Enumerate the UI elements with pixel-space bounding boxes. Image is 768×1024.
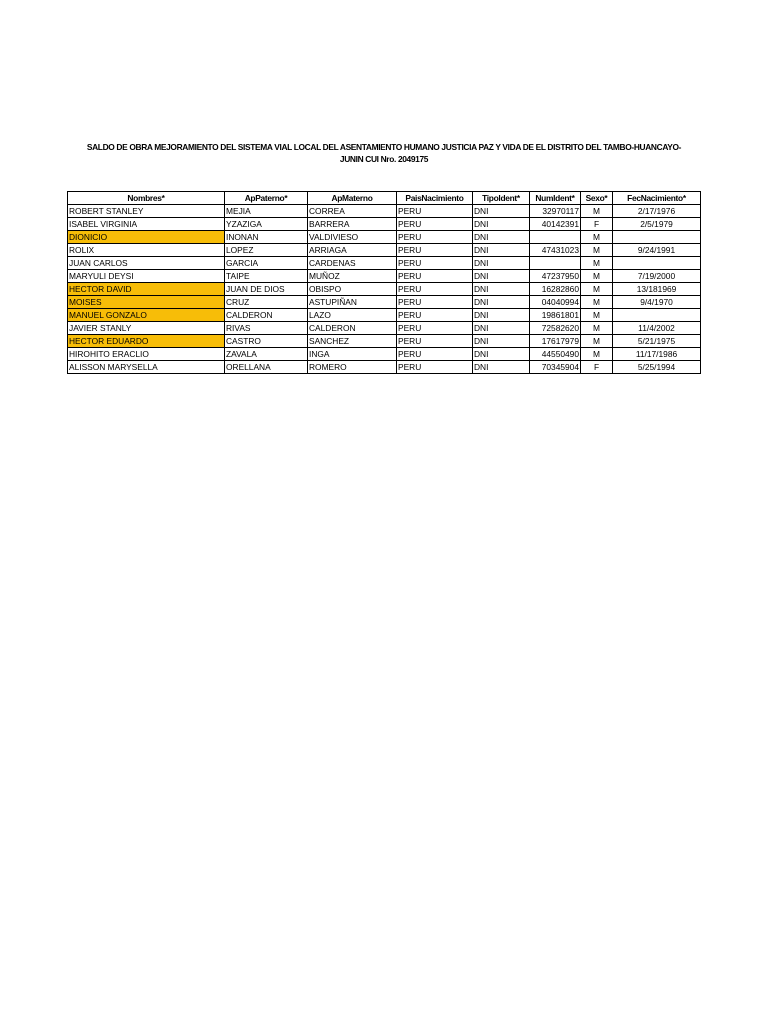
cell-nombres: ISABEL VIRGINIA bbox=[68, 218, 225, 231]
title-line-2: JUNIN CUI Nro. 2049175 bbox=[339, 154, 429, 164]
table-row bbox=[68, 205, 701, 218]
cell-num-ident: 47431023 bbox=[530, 244, 581, 257]
cell-ap-materno: ARRIAGA bbox=[308, 244, 397, 257]
header-pais-nacimiento: PaisNacimiento bbox=[397, 192, 473, 205]
cell-ap-materno: CARDENAS bbox=[308, 257, 397, 270]
cell-sexo: M bbox=[581, 283, 613, 296]
cell-nombres: JUAN CARLOS bbox=[68, 257, 225, 270]
table-row bbox=[68, 309, 701, 322]
cell-nombres: MOISES bbox=[68, 296, 225, 309]
cell-fec-nacimiento: 13/181969 bbox=[613, 283, 701, 296]
cell-nombres: MANUEL GONZALO bbox=[68, 309, 225, 322]
cell-ap-paterno: INONAN bbox=[225, 231, 308, 244]
cell-nombres: JAVIER STANLY bbox=[68, 322, 225, 335]
cell-nombres: ROLIX bbox=[68, 244, 225, 257]
cell-sexo: F bbox=[581, 218, 613, 231]
table-row bbox=[68, 296, 701, 309]
table-body bbox=[68, 205, 701, 374]
cell-sexo: F bbox=[581, 361, 613, 374]
cell-num-ident: 40142391 bbox=[530, 218, 581, 231]
cell-num-ident bbox=[530, 231, 581, 244]
cell-num-ident: 47237950 bbox=[530, 270, 581, 283]
cell-pais-nacimiento: PERU bbox=[397, 244, 473, 257]
cell-num-ident: 70345904 bbox=[530, 361, 581, 374]
cell-pais-nacimiento: PERU bbox=[397, 257, 473, 270]
cell-pais-nacimiento: PERU bbox=[397, 218, 473, 231]
cell-ap-paterno: RIVAS bbox=[225, 322, 308, 335]
cell-sexo: M bbox=[581, 322, 613, 335]
cell-num-ident: 32970117 bbox=[530, 205, 581, 218]
table-row bbox=[68, 244, 701, 257]
cell-fec-nacimiento: 5/21/1975 bbox=[613, 335, 701, 348]
cell-fec-nacimiento: 5/25/1994 bbox=[613, 361, 701, 374]
header-tipo-ident: TipoIdent* bbox=[473, 192, 530, 205]
cell-sexo: M bbox=[581, 335, 613, 348]
cell-sexo: M bbox=[581, 205, 613, 218]
table-row bbox=[68, 218, 701, 231]
table-row bbox=[68, 335, 701, 348]
header-num-ident: NumIdent* bbox=[530, 192, 581, 205]
cell-nombres: DIONICIO bbox=[68, 231, 225, 244]
cell-pais-nacimiento: PERU bbox=[397, 283, 473, 296]
cell-nombres: HECTOR EDUARDO bbox=[68, 335, 225, 348]
table-row bbox=[68, 348, 701, 361]
cell-ap-paterno: LOPEZ bbox=[225, 244, 308, 257]
cell-ap-materno: ASTUPIÑAN bbox=[308, 296, 397, 309]
table-row bbox=[68, 270, 701, 283]
cell-tipo-ident: DNI bbox=[473, 205, 530, 218]
cell-pais-nacimiento: PERU bbox=[397, 296, 473, 309]
cell-tipo-ident: DNI bbox=[473, 257, 530, 270]
cell-ap-paterno: ZAVALA bbox=[225, 348, 308, 361]
cell-fec-nacimiento bbox=[613, 257, 701, 270]
cell-num-ident: 44550490 bbox=[530, 348, 581, 361]
table-row bbox=[68, 283, 701, 296]
cell-nombres: ALISSON MARYSELLA bbox=[68, 361, 225, 374]
header-sexo: Sexo* bbox=[581, 192, 613, 205]
cell-tipo-ident: DNI bbox=[473, 335, 530, 348]
table-row bbox=[68, 231, 701, 244]
cell-num-ident: 17617979 bbox=[530, 335, 581, 348]
table-row bbox=[68, 257, 701, 270]
cell-tipo-ident: DNI bbox=[473, 283, 530, 296]
cell-tipo-ident: DNI bbox=[473, 361, 530, 374]
cell-ap-materno: BARRERA bbox=[308, 218, 397, 231]
cell-tipo-ident: DNI bbox=[473, 322, 530, 335]
cell-pais-nacimiento: PERU bbox=[397, 231, 473, 244]
cell-sexo: M bbox=[581, 244, 613, 257]
cell-num-ident: 04040994 bbox=[530, 296, 581, 309]
cell-ap-paterno: MEJIA bbox=[225, 205, 308, 218]
table-row bbox=[68, 322, 701, 335]
cell-pais-nacimiento: PERU bbox=[397, 335, 473, 348]
cell-pais-nacimiento: PERU bbox=[397, 270, 473, 283]
cell-tipo-ident: DNI bbox=[473, 218, 530, 231]
cell-pais-nacimiento: PERU bbox=[397, 322, 473, 335]
cell-tipo-ident: DNI bbox=[473, 309, 530, 322]
cell-ap-paterno: CRUZ bbox=[225, 296, 308, 309]
cell-fec-nacimiento: 9/4/1970 bbox=[613, 296, 701, 309]
cell-ap-materno: SANCHEZ bbox=[308, 335, 397, 348]
cell-ap-paterno: GARCIA bbox=[225, 257, 308, 270]
cell-tipo-ident: DNI bbox=[473, 348, 530, 361]
cell-nombres: HIROHITO ERACLIO bbox=[68, 348, 225, 361]
cell-nombres: ROBERT STANLEY bbox=[68, 205, 225, 218]
cell-ap-paterno: ORELLANA bbox=[225, 361, 308, 374]
cell-num-ident: 16282860 bbox=[530, 283, 581, 296]
cell-ap-materno: MUÑOZ bbox=[308, 270, 397, 283]
table-header-row bbox=[68, 192, 701, 205]
cell-fec-nacimiento: 11/4/2002 bbox=[613, 322, 701, 335]
cell-sexo: M bbox=[581, 231, 613, 244]
cell-fec-nacimiento: 2/5/1979 bbox=[613, 218, 701, 231]
cell-ap-materno: CALDERON bbox=[308, 322, 397, 335]
cell-sexo: M bbox=[581, 270, 613, 283]
cell-tipo-ident: DNI bbox=[473, 296, 530, 309]
cell-fec-nacimiento: 2/17/1976 bbox=[613, 205, 701, 218]
document-title bbox=[60, 141, 708, 165]
cell-num-ident: 19861801 bbox=[530, 309, 581, 322]
cell-ap-materno: ROMERO bbox=[308, 361, 397, 374]
cell-fec-nacimiento bbox=[613, 231, 701, 244]
cell-ap-materno: INGA bbox=[308, 348, 397, 361]
cell-num-ident: 72582620 bbox=[530, 322, 581, 335]
table-row bbox=[68, 361, 701, 374]
header-fec-nacimiento: FecNacimiento* bbox=[613, 192, 701, 205]
cell-ap-materno: LAZO bbox=[308, 309, 397, 322]
cell-ap-materno: VALDIVIESO bbox=[308, 231, 397, 244]
cell-sexo: M bbox=[581, 257, 613, 270]
cell-ap-paterno: JUAN DE DIOS bbox=[225, 283, 308, 296]
cell-nombres: MARYULI DEYSI bbox=[68, 270, 225, 283]
cell-sexo: M bbox=[581, 348, 613, 361]
cell-fec-nacimiento bbox=[613, 309, 701, 322]
cell-pais-nacimiento: PERU bbox=[397, 205, 473, 218]
cell-ap-paterno: CALDERON bbox=[225, 309, 308, 322]
cell-fec-nacimiento: 9/24/1991 bbox=[613, 244, 701, 257]
cell-nombres: HECTOR DAVID bbox=[68, 283, 225, 296]
cell-ap-paterno: TAIPE bbox=[225, 270, 308, 283]
header-ap-materno: ApMaterno bbox=[308, 192, 397, 205]
cell-tipo-ident: DNI bbox=[473, 244, 530, 257]
header-ap-paterno: ApPaterno* bbox=[225, 192, 308, 205]
cell-pais-nacimiento: PERU bbox=[397, 309, 473, 322]
header-nombres: Nombres* bbox=[68, 192, 225, 205]
cell-num-ident bbox=[530, 257, 581, 270]
cell-sexo: M bbox=[581, 309, 613, 322]
cell-sexo: M bbox=[581, 296, 613, 309]
cell-tipo-ident: DNI bbox=[473, 231, 530, 244]
cell-ap-materno: OBISPO bbox=[308, 283, 397, 296]
cell-tipo-ident: DNI bbox=[473, 270, 530, 283]
cell-pais-nacimiento: PERU bbox=[397, 348, 473, 361]
cell-ap-paterno: YZAZIGA bbox=[225, 218, 308, 231]
title-line-1: SALDO DE OBRA MEJORAMIENTO DEL SISTEMA VIAL LOCAL DEL ASENTAMIENTO HUMANO JUSTICIA PAZ Y VIDA DE EL DISTRITO DEL TAMBO-HUANCAYO- bbox=[86, 142, 682, 152]
cell-fec-nacimiento: 7/19/2000 bbox=[613, 270, 701, 283]
cell-fec-nacimiento: 11/17/1986 bbox=[613, 348, 701, 361]
beneficiaries-table bbox=[67, 191, 701, 374]
cell-ap-paterno: CASTRO bbox=[225, 335, 308, 348]
cell-pais-nacimiento: PERU bbox=[397, 361, 473, 374]
cell-ap-materno: CORREA bbox=[308, 205, 397, 218]
